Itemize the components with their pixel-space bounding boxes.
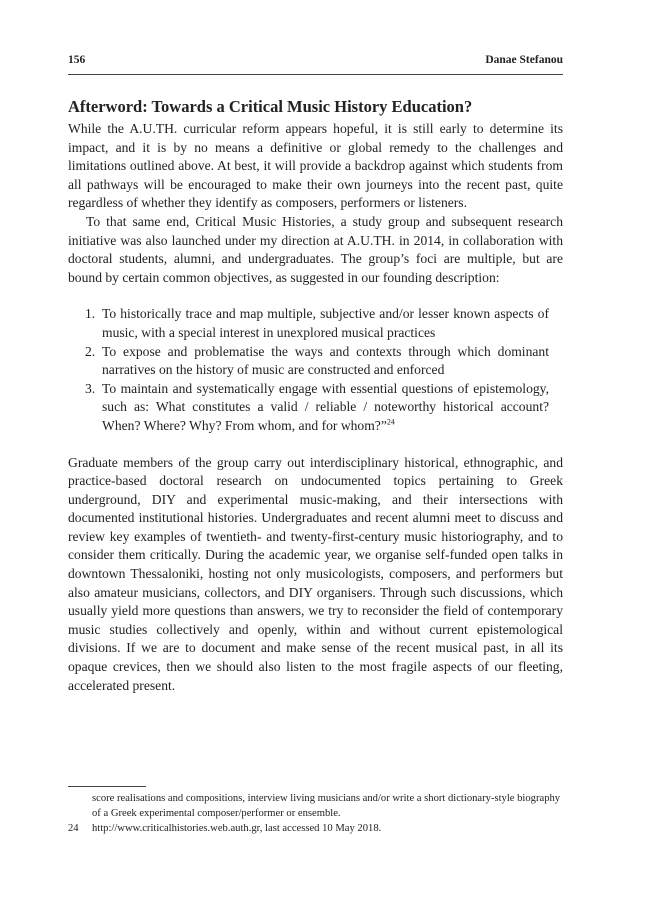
list-item-number: 3.	[85, 380, 96, 396]
list-item-text: To expose and problematise the ways and contexts through which dominant narratives on the history of music are constructed and enforced	[102, 343, 549, 378]
footnotes	[68, 786, 563, 836]
section-title: Afterword: Towards a Critical Music History Education?	[68, 97, 473, 116]
objectives-list	[68, 305, 563, 435]
page-number: 156	[68, 54, 86, 66]
list-item-text: To maintain and systematically engage with essential questions of epistemology, such as: What constitutes a valid / reliable / noteworthy historical account? When? Where? Why? From whom, and for whom?”	[102, 380, 549, 433]
running-header	[68, 54, 563, 70]
list-item	[68, 380, 563, 436]
footnote-rule	[68, 786, 146, 787]
paragraph-1: While the A.U.TH. curricular reform appears hopeful, it is still early to determine its impact, and it is by no means a definitive or global remedy to the challenges and limitations outlined above. At best, it will provide a backdrop against which students from all pathways will be encouraged to make their own journeys into the recent past, quite regardless of whether they identify as composers, performers or listeners.	[68, 121, 563, 211]
list-item-number: 1.	[85, 306, 96, 322]
body-text	[68, 120, 563, 695]
footnote-24	[68, 821, 563, 836]
header-rule	[68, 74, 563, 75]
footnote-continued-text: score realisations and compositions, interview living musicians and/or write a short dictionary-style biography of a Greek experimental composer/performer or ensemble.	[92, 793, 561, 819]
running-header-author: Danae Stefanou	[485, 54, 563, 66]
list-item-text: To historically trace and map multiple, subjective and/or lesser known aspects of music, with a special interest in unexplored musical practices	[102, 306, 549, 340]
footnote-text: http://www.criticalhistories.web.auth.gr, last accessed 10 May 2018.	[92, 823, 382, 834]
list-item	[68, 305, 563, 342]
paragraph-2: To that same end, Critical Music Histories, a study group and subsequent research initiative was also launched under my direction at A.U.TH. in 2014, in collaboration with doctoral students, alumni, and undergraduates. The group’s foci are multiple, but are bound by certain common objectives, as suggested in our founding description:	[68, 213, 563, 285]
footnote-reference: 24	[386, 417, 395, 427]
list-item-number: 2.	[85, 343, 96, 359]
list-item	[68, 343, 563, 380]
paragraph-3: Graduate members of the group carry out interdisciplinary historical, ethnographic, and practice-based doctoral research on undocumented topics pertaining to Greek underground, DIY and experimental music-making, and their intersections with documented institutional histories. Undergraduates and recent alumni meet to discuss and review key examples of twentieth- and twenty-first-century music historiography, and to consider them critically. During the academic year, we organise self-funded open talks in downtown Thessaloniki, hosting not only musicologists, composers, and performers but also amateur musicians, collectors, and DIY organisers. Through such discussions, which usually yield more questions than answers, we try to reconsider the field of contemporary music studies collectively and openly, within and without current epistemological divisions. If we are to document and make sense of the recent musical past, in all its opaque crevices, then we should also listen to the most fragile aspects of our fleeting, accelerated present.	[68, 454, 563, 693]
footnote-number: 24	[68, 823, 79, 834]
footnote-continued	[68, 791, 563, 821]
